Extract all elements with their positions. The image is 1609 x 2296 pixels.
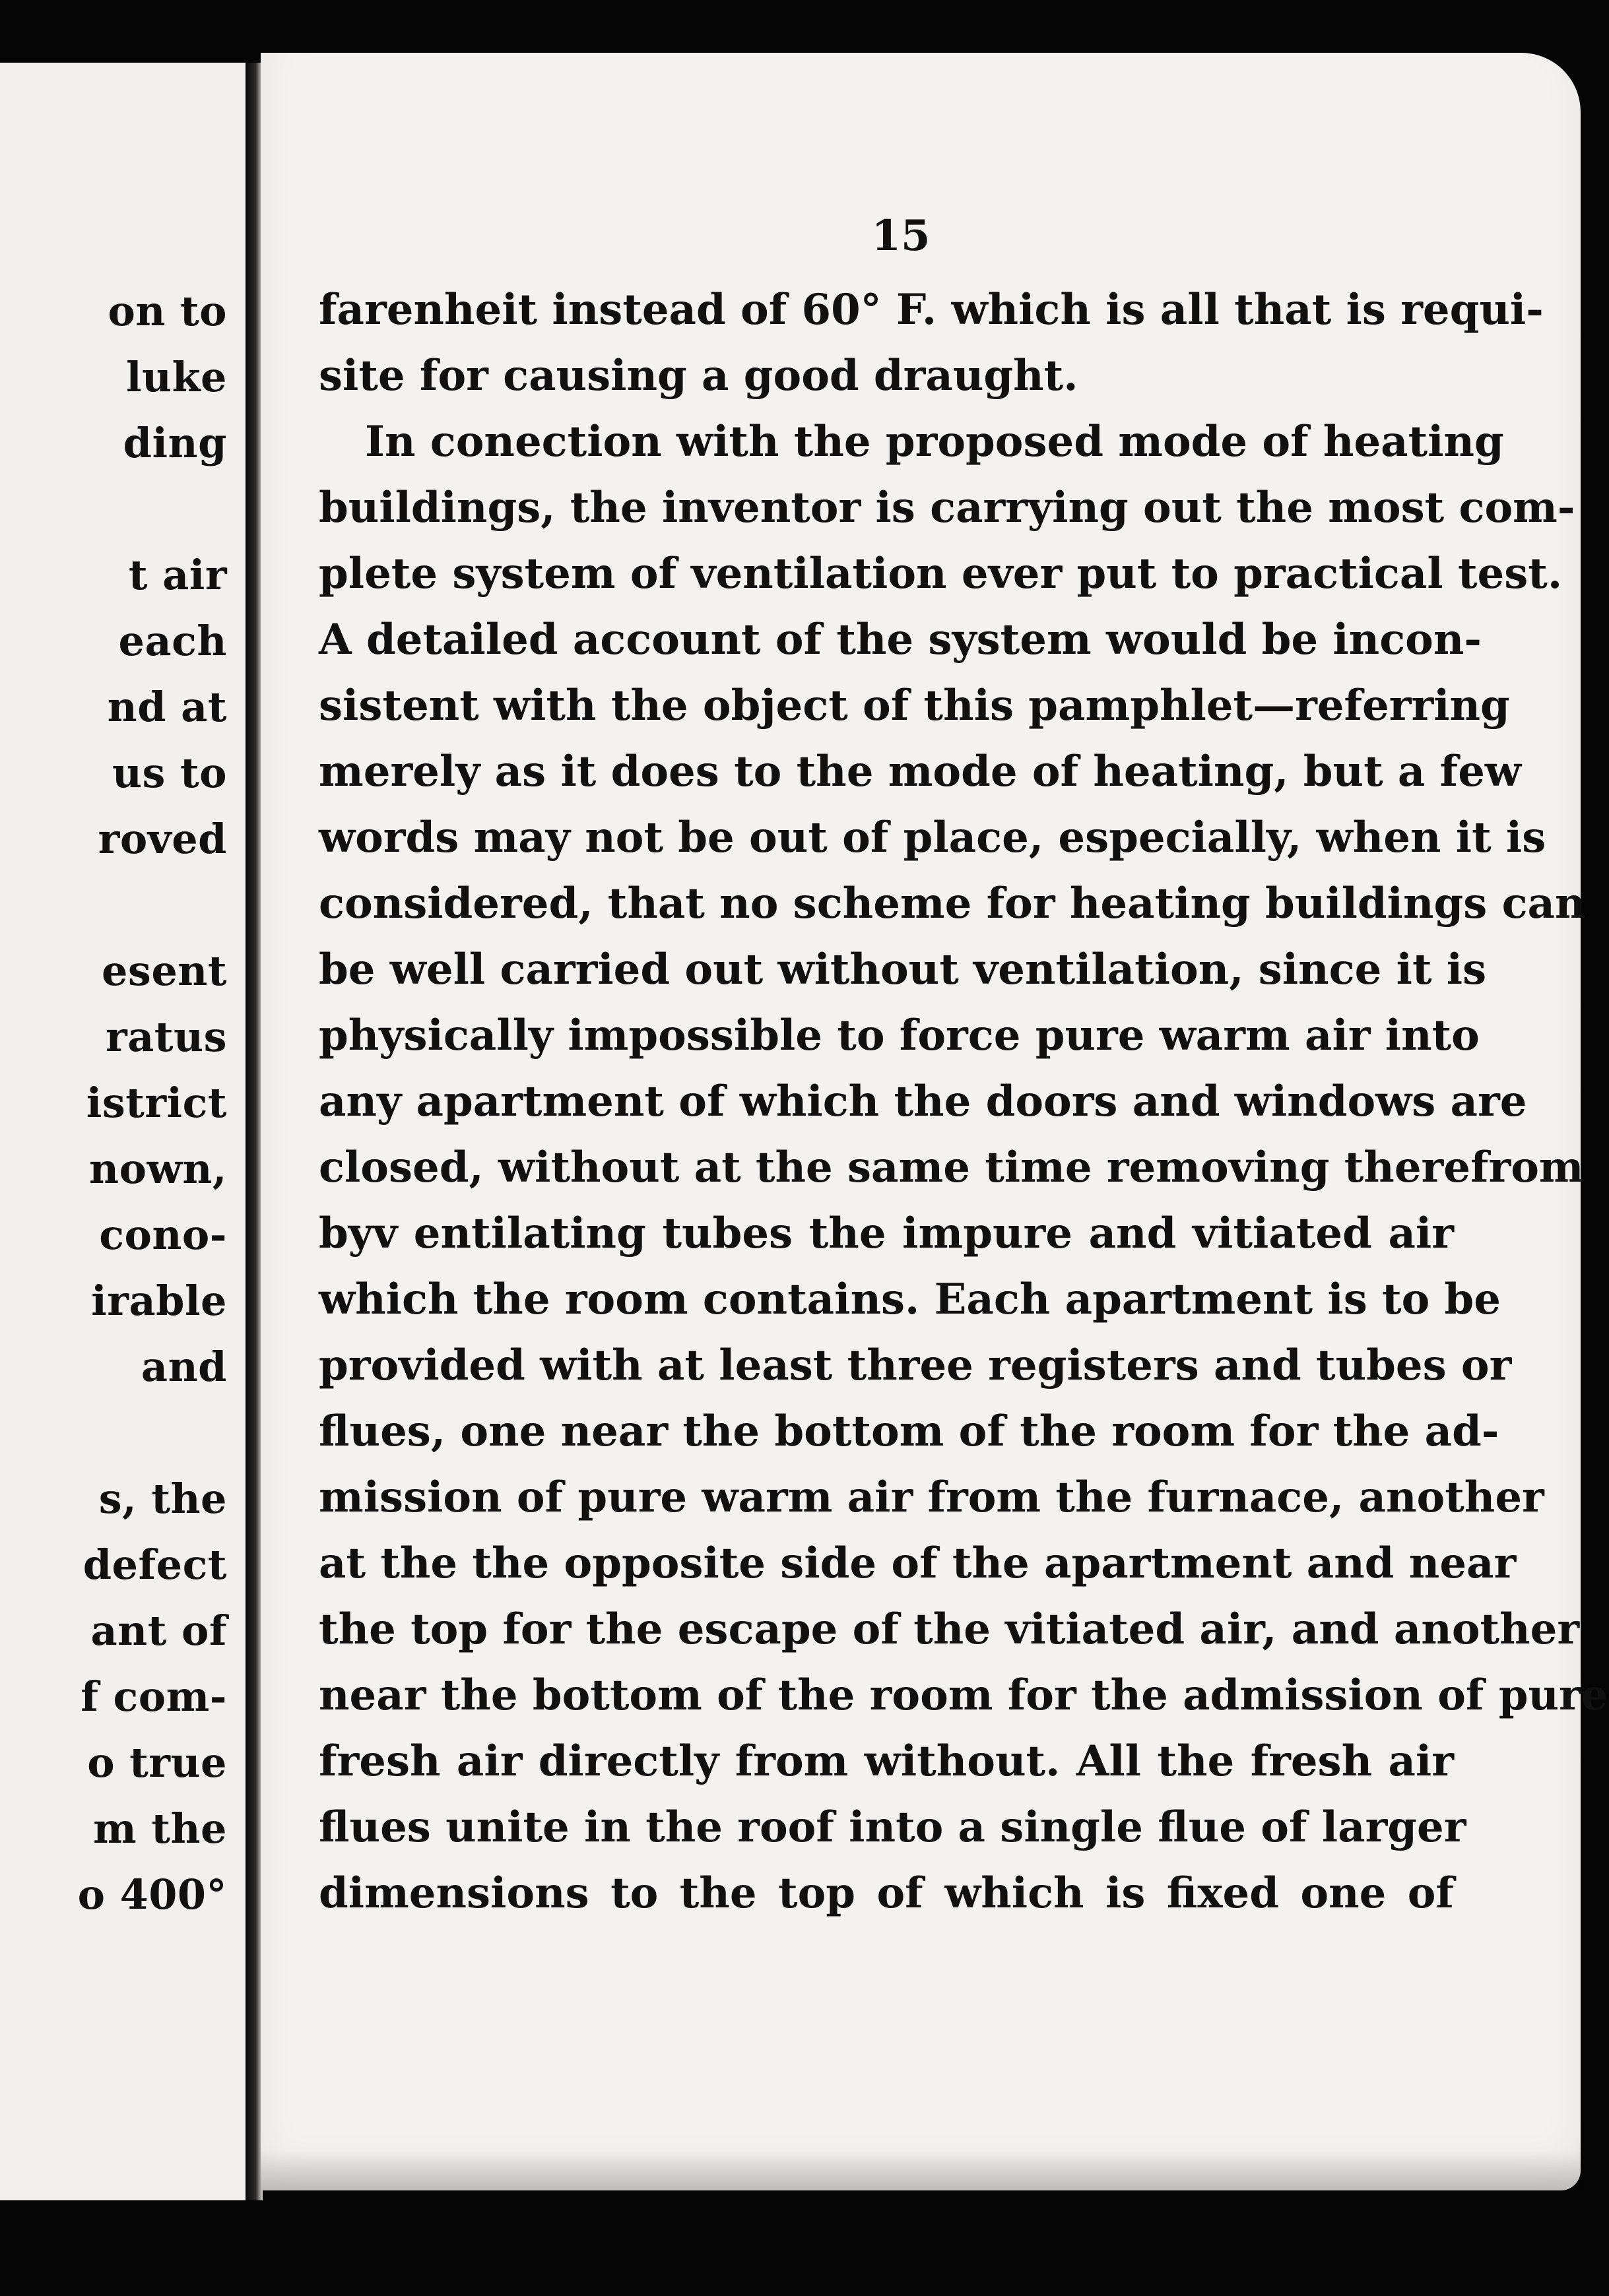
page-bottom-shadow [261, 2151, 1581, 2190]
text-line: closed, without at the same time removing therefrom [319, 1143, 1584, 1192]
left-page-line: defect [82, 1541, 227, 1589]
left-page-line: each [118, 617, 227, 665]
left-page-line: cono- [99, 1211, 227, 1259]
left-page-line: t air [128, 551, 227, 599]
text-line: physically impossible to force pure warm air into [319, 1011, 1480, 1060]
text-line: dimensions to the top of which is fixed one of [319, 1868, 1454, 1918]
page-number: 15 [871, 211, 931, 261]
left-page-line: ding [123, 419, 227, 467]
text-line: A detailed account of the system would be incon- [319, 615, 1482, 664]
text-line: flues, one near the bottom of the room for the ad- [319, 1407, 1499, 1456]
left-page-line: o true [87, 1738, 227, 1787]
left-page-line: o 400° [77, 1870, 227, 1919]
text-line: considered, that no scheme for heating buildings can [319, 879, 1586, 928]
text-line: byv entilating tubes the impure and vitiated air [319, 1209, 1454, 1258]
text-line: buildings, the inventor is carrying out the most com- [319, 483, 1575, 532]
left-page-line: roved [98, 815, 227, 863]
text-line: site for causing a good draught. [319, 351, 1078, 400]
left-page-line: nd at [107, 683, 227, 731]
text-line: flues unite in the roof into a single flue of larger [319, 1802, 1466, 1852]
text-line: fresh air directly from without. All the fresh air [319, 1737, 1454, 1786]
main-page [261, 53, 1608, 2190]
left-page-line: luke [125, 353, 227, 401]
left-page-line: and [141, 1343, 227, 1391]
left-page-fragment [0, 63, 249, 2200]
text-line: words may not be out of place, especially, when it is [319, 813, 1546, 862]
left-page-line: s, the [98, 1475, 227, 1523]
text-line: provided with at least three registers and tubes or [319, 1341, 1512, 1390]
left-page-line: ant of [90, 1607, 227, 1655]
text-line: In conection with the proposed mode of heating [365, 417, 1504, 466]
left-page-line: nown, [89, 1145, 227, 1193]
text-line: sistent with the object of this pamphlet—referring [319, 681, 1510, 730]
left-page-line: m the [93, 1804, 227, 1853]
left-page-line: on to [108, 287, 227, 335]
text-line: mission of pure warm air from the furnace, another [319, 1473, 1544, 1522]
text-line: which the room contains. Each apartment is to be [319, 1275, 1501, 1324]
left-page-line: us to [112, 749, 227, 797]
text-line: farenheit instead of 60° F. which is all that is requi- [319, 285, 1544, 335]
text-line: merely as it does to the mode of heating, but a few [319, 747, 1521, 796]
left-page-line: ratus [106, 1013, 227, 1061]
text-line: the top for the escape of the vitiated air, and another [319, 1605, 1580, 1654]
text-line: at the the opposite side of the apartment and near [319, 1539, 1517, 1588]
left-page-line: irable [91, 1277, 227, 1325]
text-line: any apartment of which the doors and windows are [319, 1077, 1527, 1126]
left-page-line: esent [101, 947, 227, 995]
left-page-line: istrict [86, 1079, 227, 1127]
text-line: be well carried out without ventilation, since it is [319, 945, 1487, 994]
text-line: plete system of ventilation ever put to practical test. [319, 549, 1563, 598]
body-text [319, 277, 1608, 1927]
left-page-line: f com- [81, 1673, 227, 1721]
text-line: near the bottom of the room for the admission of pure [319, 1671, 1608, 1720]
